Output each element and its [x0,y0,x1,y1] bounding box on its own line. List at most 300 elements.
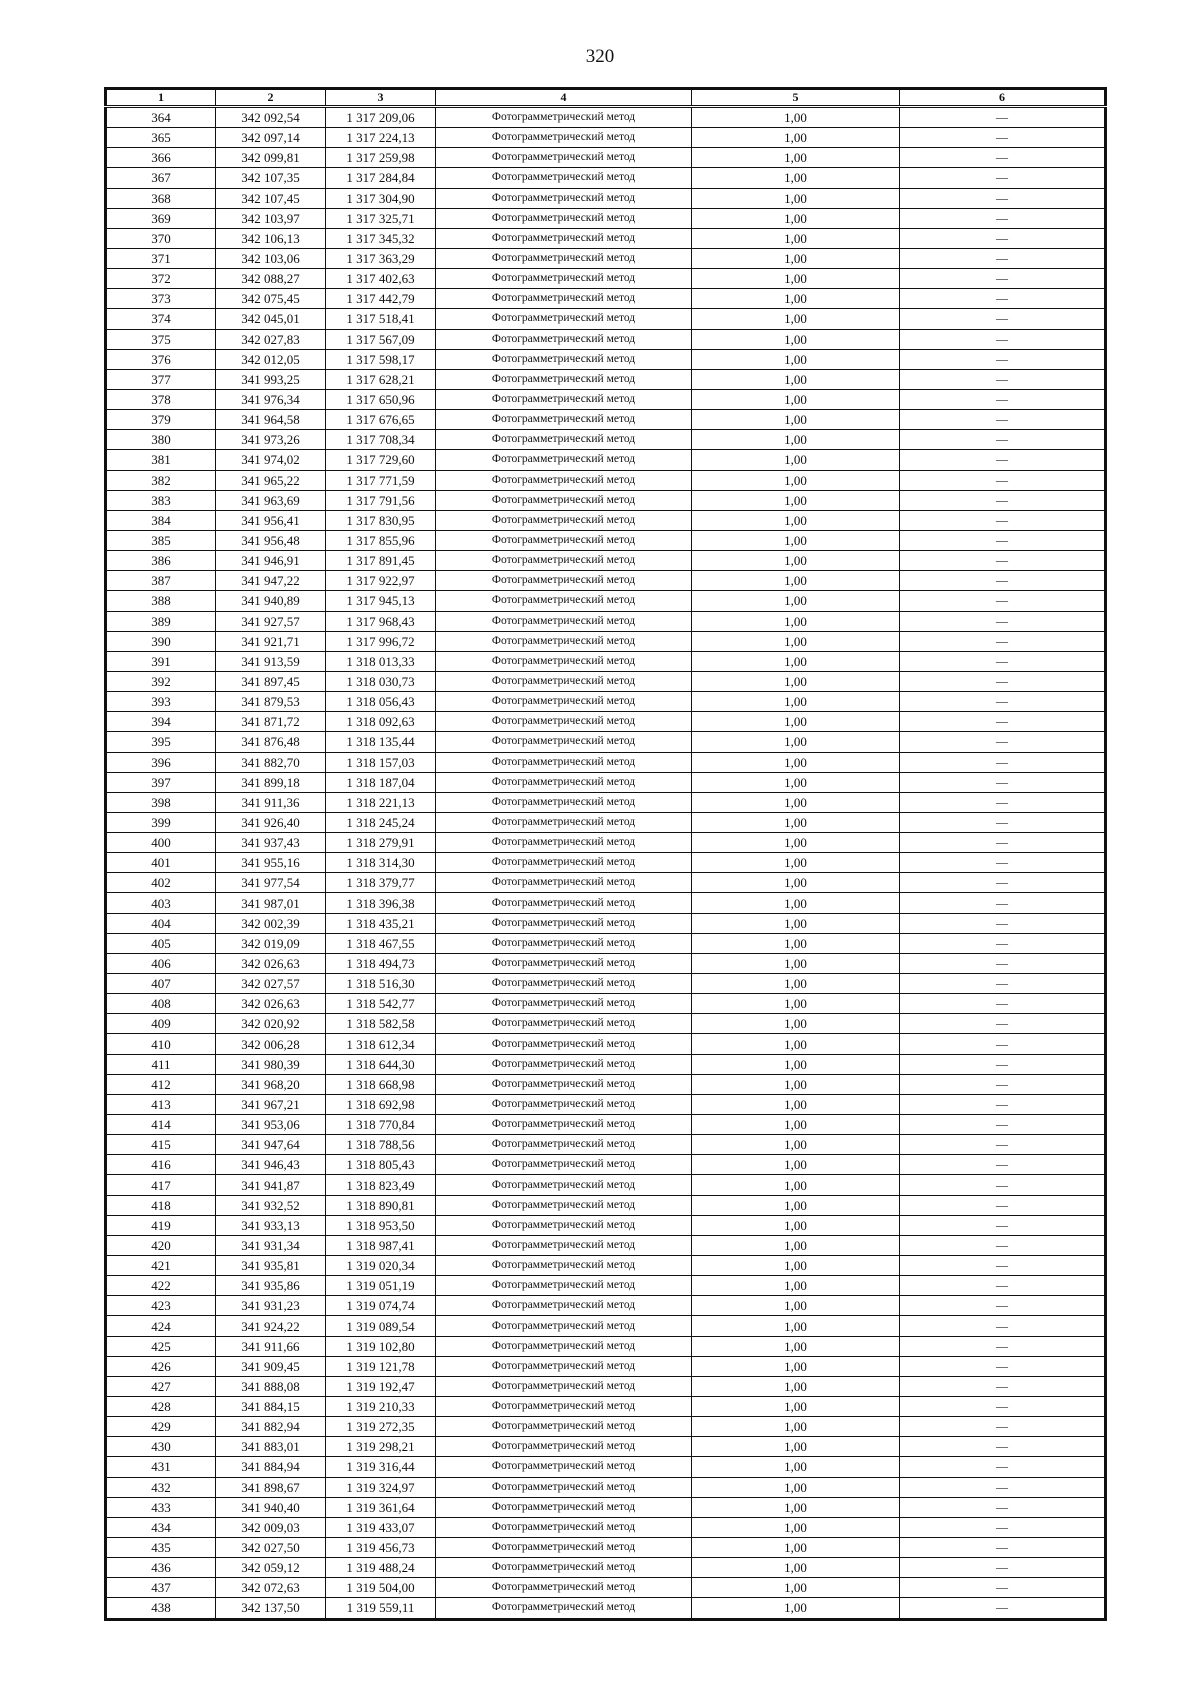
point-number-cell: 409 [106,1014,216,1034]
y-coordinate-cell: 1 318 013,33 [326,651,436,671]
table-row [106,571,1106,591]
precision-cell: 1,00 [692,631,900,651]
table-row [106,1215,1106,1235]
method-cell: Фотограмметрический метод [436,1155,692,1175]
description-cell: — [900,651,1106,671]
description-cell: — [900,994,1106,1014]
y-coordinate-cell: 1 318 987,41 [326,1235,436,1255]
x-coordinate-cell: 341 911,66 [216,1336,326,1356]
point-number-cell: 408 [106,994,216,1014]
x-coordinate-cell: 342 027,50 [216,1537,326,1557]
description-cell: — [900,611,1106,631]
method-cell: Фотограмметрический метод [436,1437,692,1457]
x-coordinate-cell: 341 956,41 [216,510,326,530]
point-number-cell: 434 [106,1517,216,1537]
table-row [106,893,1106,913]
precision-cell: 1,00 [692,309,900,329]
method-cell: Фотограмметрический метод [436,1215,692,1235]
x-coordinate-cell: 342 059,12 [216,1558,326,1578]
table-row [106,671,1106,691]
method-cell: Фотограмметрический метод [436,248,692,268]
x-coordinate-cell: 341 935,86 [216,1276,326,1296]
table-row [106,1437,1106,1457]
method-cell: Фотограмметрический метод [436,732,692,752]
table-header-row [106,89,1106,107]
x-coordinate-cell: 341 941,87 [216,1175,326,1195]
point-number-cell: 429 [106,1417,216,1437]
method-cell: Фотограмметрический метод [436,752,692,772]
method-cell: Фотограмметрический метод [436,611,692,631]
method-cell: Фотограмметрический метод [436,389,692,409]
point-number-cell: 430 [106,1437,216,1457]
point-number-cell: 393 [106,692,216,712]
table-row [106,732,1106,752]
point-number-cell: 404 [106,913,216,933]
table-row [106,1457,1106,1477]
precision-cell: 1,00 [692,369,900,389]
x-coordinate-cell: 341 980,39 [216,1054,326,1074]
point-number-cell: 412 [106,1074,216,1094]
method-cell: Фотограмметрический метод [436,571,692,591]
description-cell: — [900,1296,1106,1316]
precision-cell: 1,00 [692,1598,900,1619]
table-row [106,1598,1106,1619]
method-cell: Фотограмметрический метод [436,551,692,571]
y-coordinate-cell: 1 318 467,55 [326,933,436,953]
point-number-cell: 387 [106,571,216,591]
description-cell: — [900,1598,1106,1619]
precision-cell: 1,00 [692,1356,900,1376]
x-coordinate-cell: 342 026,63 [216,953,326,973]
table-row [106,1356,1106,1376]
x-coordinate-cell: 341 898,67 [216,1477,326,1497]
point-number-cell: 403 [106,893,216,913]
precision-cell: 1,00 [692,450,900,470]
precision-cell: 1,00 [692,1397,900,1417]
y-coordinate-cell: 1 318 582,58 [326,1014,436,1034]
description-cell: — [900,893,1106,913]
description-cell: — [900,1537,1106,1557]
method-cell: Фотограмметрический метод [436,1175,692,1195]
description-cell: — [900,1517,1106,1537]
table-row [106,450,1106,470]
point-number-cell: 384 [106,510,216,530]
y-coordinate-cell: 1 318 823,49 [326,1175,436,1195]
description-cell: — [900,1437,1106,1457]
method-cell: Фотограмметрический метод [436,1497,692,1517]
precision-cell: 1,00 [692,1477,900,1497]
x-coordinate-cell: 341 964,58 [216,410,326,430]
table-row [106,1135,1106,1155]
point-number-cell: 406 [106,953,216,973]
table-row [106,1155,1106,1175]
description-cell: — [900,752,1106,772]
method-cell: Фотограмметрический метод [436,1517,692,1537]
precision-cell: 1,00 [692,1175,900,1195]
point-number-cell: 394 [106,712,216,732]
table-row [106,792,1106,812]
table-row [106,168,1106,188]
method-cell: Фотограмметрический метод [436,1417,692,1437]
x-coordinate-cell: 341 940,89 [216,591,326,611]
description-cell: — [900,873,1106,893]
method-cell: Фотограмметрический метод [436,792,692,812]
x-coordinate-cell: 342 027,57 [216,974,326,994]
x-coordinate-cell: 342 045,01 [216,309,326,329]
method-cell: Фотограмметрический метод [436,1336,692,1356]
description-cell: — [900,1356,1106,1376]
point-number-cell: 407 [106,974,216,994]
precision-cell: 1,00 [692,1417,900,1437]
table-row [106,188,1106,208]
x-coordinate-cell: 341 921,71 [216,631,326,651]
point-number-cell: 436 [106,1558,216,1578]
method-cell: Фотограмметрический метод [436,1115,692,1135]
y-coordinate-cell: 1 317 325,71 [326,208,436,228]
method-cell: Фотограмметрический метод [436,671,692,691]
table-row [106,1175,1106,1195]
point-number-cell: 432 [106,1477,216,1497]
point-number-cell: 427 [106,1376,216,1396]
point-number-cell: 377 [106,369,216,389]
point-number-cell: 424 [106,1316,216,1336]
y-coordinate-cell: 1 318 805,43 [326,1155,436,1175]
table-row [106,1074,1106,1094]
description-cell: — [900,490,1106,510]
precision-cell: 1,00 [692,873,900,893]
y-coordinate-cell: 1 318 668,98 [326,1074,436,1094]
table-row [106,1094,1106,1114]
point-number-cell: 415 [106,1135,216,1155]
precision-cell: 1,00 [692,389,900,409]
precision-cell: 1,00 [692,1276,900,1296]
method-cell: Фотограмметрический метод [436,651,692,671]
method-cell: Фотограмметрический метод [436,1457,692,1477]
y-coordinate-cell: 1 319 020,34 [326,1256,436,1276]
table-row [106,1517,1106,1537]
table-row [106,107,1106,128]
x-coordinate-cell: 342 006,28 [216,1034,326,1054]
y-coordinate-cell: 1 317 791,56 [326,490,436,510]
method-cell: Фотограмметрический метод [436,913,692,933]
method-cell: Фотограмметрический метод [436,1537,692,1557]
method-cell: Фотограмметрический метод [436,128,692,148]
point-number-cell: 368 [106,188,216,208]
x-coordinate-cell: 341 897,45 [216,671,326,691]
table-row [106,1296,1106,1316]
table-row [106,933,1106,953]
precision-cell: 1,00 [692,1437,900,1457]
x-coordinate-cell: 342 088,27 [216,269,326,289]
x-coordinate-cell: 341 967,21 [216,1094,326,1114]
point-number-cell: 413 [106,1094,216,1114]
table-row [106,369,1106,389]
y-coordinate-cell: 1 319 074,74 [326,1296,436,1316]
point-number-cell: 375 [106,329,216,349]
point-number-cell: 402 [106,873,216,893]
table-row [106,631,1106,651]
precision-cell: 1,00 [692,571,900,591]
x-coordinate-cell: 341 882,70 [216,752,326,772]
description-cell: — [900,933,1106,953]
description-cell: — [900,248,1106,268]
method-cell: Фотограмметрический метод [436,329,692,349]
y-coordinate-cell: 1 319 102,80 [326,1336,436,1356]
y-coordinate-cell: 1 319 089,54 [326,1316,436,1336]
method-cell: Фотограмметрический метод [436,873,692,893]
table-row [106,148,1106,168]
point-number-cell: 382 [106,470,216,490]
y-coordinate-cell: 1 318 279,91 [326,833,436,853]
y-coordinate-cell: 1 318 187,04 [326,772,436,792]
description-cell: — [900,228,1106,248]
table-row [106,1195,1106,1215]
method-cell: Фотограмметрический метод [436,1296,692,1316]
table-row [106,490,1106,510]
table-row [106,309,1106,329]
precision-cell: 1,00 [692,168,900,188]
y-coordinate-cell: 1 318 542,77 [326,994,436,1014]
method-cell: Фотограмметрический метод [436,1558,692,1578]
table-row [106,1558,1106,1578]
table-row [106,1417,1106,1437]
precision-cell: 1,00 [692,933,900,953]
description-cell: — [900,1215,1106,1235]
precision-cell: 1,00 [692,712,900,732]
x-coordinate-cell: 341 911,36 [216,792,326,812]
precision-cell: 1,00 [692,430,900,450]
description-cell: — [900,1457,1106,1477]
method-cell: Фотограмметрический метод [436,107,692,128]
point-number-cell: 374 [106,309,216,329]
description-cell: — [900,1276,1106,1296]
x-coordinate-cell: 342 072,63 [216,1578,326,1598]
table-row [106,269,1106,289]
y-coordinate-cell: 1 317 830,95 [326,510,436,530]
description-cell: — [900,430,1106,450]
method-cell: Фотограмметрический метод [436,369,692,389]
table-row [106,208,1106,228]
description-cell: — [900,329,1106,349]
method-cell: Фотограмметрический метод [436,712,692,732]
x-coordinate-cell: 341 931,23 [216,1296,326,1316]
description-cell: — [900,107,1106,128]
x-coordinate-cell: 341 909,45 [216,1356,326,1376]
precision-cell: 1,00 [692,329,900,349]
x-coordinate-cell: 341 882,94 [216,1417,326,1437]
point-number-cell: 385 [106,530,216,550]
precision-cell: 1,00 [692,752,900,772]
description-cell: — [900,591,1106,611]
table-row [106,692,1106,712]
method-cell: Фотограмметрический метод [436,490,692,510]
x-coordinate-cell: 341 879,53 [216,692,326,712]
precision-cell: 1,00 [692,1497,900,1517]
description-cell: — [900,1155,1106,1175]
y-coordinate-cell: 1 317 996,72 [326,631,436,651]
point-number-cell: 400 [106,833,216,853]
description-cell: — [900,1417,1106,1437]
table-row [106,974,1106,994]
y-coordinate-cell: 1 318 135,44 [326,732,436,752]
y-coordinate-cell: 1 318 396,38 [326,893,436,913]
method-cell: Фотограмметрический метод [436,1094,692,1114]
precision-cell: 1,00 [692,974,900,994]
precision-cell: 1,00 [692,289,900,309]
x-coordinate-cell: 341 963,69 [216,490,326,510]
x-coordinate-cell: 341 933,13 [216,1215,326,1235]
description-cell: — [900,1195,1106,1215]
x-coordinate-cell: 342 026,63 [216,994,326,1014]
description-cell: — [900,289,1106,309]
precision-cell: 1,00 [692,1054,900,1074]
point-number-cell: 371 [106,248,216,268]
method-cell: Фотограмметрический метод [436,1598,692,1619]
y-coordinate-cell: 1 317 304,90 [326,188,436,208]
description-cell: — [900,1074,1106,1094]
table-row [106,530,1106,550]
method-cell: Фотограмметрический метод [436,974,692,994]
precision-cell: 1,00 [692,732,900,752]
precision-cell: 1,00 [692,671,900,691]
y-coordinate-cell: 1 318 056,43 [326,692,436,712]
precision-cell: 1,00 [692,1094,900,1114]
table-row [106,1578,1106,1598]
table-row [106,772,1106,792]
y-coordinate-cell: 1 317 891,45 [326,551,436,571]
description-cell: — [900,208,1106,228]
description-cell: — [900,349,1106,369]
precision-cell: 1,00 [692,128,900,148]
point-number-cell: 365 [106,128,216,148]
point-number-cell: 423 [106,1296,216,1316]
y-coordinate-cell: 1 317 729,60 [326,450,436,470]
x-coordinate-cell: 341 935,81 [216,1256,326,1276]
y-coordinate-cell: 1 319 488,24 [326,1558,436,1578]
table-row [106,329,1106,349]
point-number-cell: 398 [106,792,216,812]
header-cell: 6 [900,89,1106,107]
precision-cell: 1,00 [692,953,900,973]
y-coordinate-cell: 1 317 855,96 [326,530,436,550]
description-cell: — [900,450,1106,470]
precision-cell: 1,00 [692,349,900,369]
y-coordinate-cell: 1 318 692,98 [326,1094,436,1114]
y-coordinate-cell: 1 318 092,63 [326,712,436,732]
table-row [106,389,1106,409]
method-cell: Фотограмметрический метод [436,933,692,953]
precision-cell: 1,00 [692,812,900,832]
y-coordinate-cell: 1 318 644,30 [326,1054,436,1074]
description-cell: — [900,530,1106,550]
y-coordinate-cell: 1 319 433,07 [326,1517,436,1537]
precision-cell: 1,00 [692,893,900,913]
y-coordinate-cell: 1 319 324,97 [326,1477,436,1497]
y-coordinate-cell: 1 317 224,13 [326,128,436,148]
x-coordinate-cell: 341 968,20 [216,1074,326,1094]
precision-cell: 1,00 [692,1074,900,1094]
precision-cell: 1,00 [692,228,900,248]
x-coordinate-cell: 342 027,83 [216,329,326,349]
x-coordinate-cell: 341 940,40 [216,1497,326,1517]
description-cell: — [900,671,1106,691]
method-cell: Фотограмметрический метод [436,148,692,168]
description-cell: — [900,913,1106,933]
method-cell: Фотограмметрический метод [436,631,692,651]
x-coordinate-cell: 341 965,22 [216,470,326,490]
x-coordinate-cell: 342 103,97 [216,208,326,228]
precision-cell: 1,00 [692,1195,900,1215]
method-cell: Фотограмметрический метод [436,168,692,188]
table-row [106,994,1106,1014]
x-coordinate-cell: 341 946,91 [216,551,326,571]
table-row [106,1276,1106,1296]
y-coordinate-cell: 1 317 284,84 [326,168,436,188]
header-cell: 1 [106,89,216,107]
point-number-cell: 388 [106,591,216,611]
precision-cell: 1,00 [692,913,900,933]
table-row [106,1115,1106,1135]
point-number-cell: 366 [106,148,216,168]
method-cell: Фотограмметрический метод [436,692,692,712]
header-cell: 4 [436,89,692,107]
point-number-cell: 381 [106,450,216,470]
description-cell: — [900,410,1106,430]
description-cell: — [900,510,1106,530]
precision-cell: 1,00 [692,1155,900,1175]
method-cell: Фотограмметрический метод [436,772,692,792]
method-cell: Фотограмметрический метод [436,1014,692,1034]
point-number-cell: 386 [106,551,216,571]
point-number-cell: 392 [106,671,216,691]
description-cell: — [900,269,1106,289]
method-cell: Фотограмметрический метод [436,450,692,470]
x-coordinate-cell: 341 947,64 [216,1135,326,1155]
point-number-cell: 431 [106,1457,216,1477]
method-cell: Фотограмметрический метод [436,208,692,228]
method-cell: Фотограмметрический метод [436,1578,692,1598]
precision-cell: 1,00 [692,833,900,853]
precision-cell: 1,00 [692,1014,900,1034]
x-coordinate-cell: 341 937,43 [216,833,326,853]
precision-cell: 1,00 [692,551,900,571]
point-number-cell: 397 [106,772,216,792]
table-row [106,228,1106,248]
y-coordinate-cell: 1 318 494,73 [326,953,436,973]
y-coordinate-cell: 1 317 628,21 [326,369,436,389]
y-coordinate-cell: 1 319 210,33 [326,1397,436,1417]
precision-cell: 1,00 [692,1517,900,1537]
method-cell: Фотограмметрический метод [436,188,692,208]
description-cell: — [900,1034,1106,1054]
x-coordinate-cell: 341 924,22 [216,1316,326,1336]
precision-cell: 1,00 [692,188,900,208]
method-cell: Фотограмметрический метод [436,1195,692,1215]
description-cell: — [900,1135,1106,1155]
y-coordinate-cell: 1 317 945,13 [326,591,436,611]
precision-cell: 1,00 [692,107,900,128]
x-coordinate-cell: 342 103,06 [216,248,326,268]
precision-cell: 1,00 [692,651,900,671]
table-body [106,89,1106,1620]
x-coordinate-cell: 341 931,34 [216,1235,326,1255]
point-number-cell: 425 [106,1336,216,1356]
precision-cell: 1,00 [692,1135,900,1155]
table-row [106,510,1106,530]
method-cell: Фотограмметрический метод [436,1135,692,1155]
point-number-cell: 378 [106,389,216,409]
y-coordinate-cell: 1 318 245,24 [326,812,436,832]
